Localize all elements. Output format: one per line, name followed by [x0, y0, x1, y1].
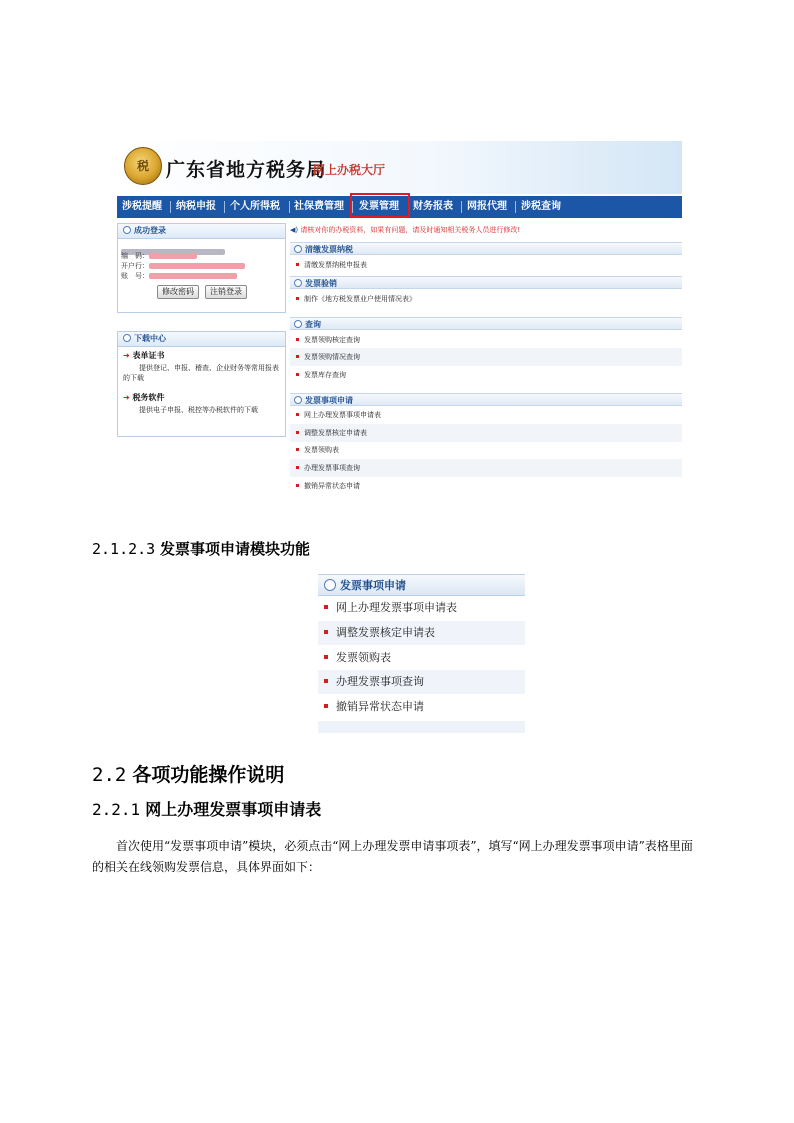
body-paragraph	[92, 836, 704, 878]
arrow-right-icon: ➜	[123, 393, 130, 402]
download-item-desc: 提供登记、申报、稽查、企业财务等常用报表的下载	[123, 364, 279, 382]
section-link-label: 网上办理发票事项申请表	[304, 411, 381, 419]
section-link[interactable]	[290, 406, 682, 424]
download-item-title: 税务软件	[132, 393, 165, 402]
section-link[interactable]	[290, 459, 682, 477]
heading-number: 2.1.2.3	[92, 540, 156, 558]
panel-link[interactable]	[318, 621, 525, 645]
circle-arrow-icon	[324, 579, 336, 591]
bullet-icon	[296, 297, 299, 300]
section-link[interactable]	[290, 331, 682, 349]
heading-text: 发票事项申请模块功能	[160, 540, 311, 558]
invoice-application-panel-screenshot	[318, 574, 525, 733]
section-heading-2-2	[92, 760, 284, 787]
download-item-software[interactable]	[123, 392, 165, 403]
login-label-bank: 开户行：	[121, 262, 149, 270]
panel-footer	[318, 721, 525, 733]
bullet-icon	[324, 630, 328, 634]
login-label-account: 账 号：	[121, 272, 149, 280]
notice-bar	[290, 224, 682, 236]
circle-arrow-icon	[294, 245, 302, 253]
bullet-icon	[296, 263, 299, 266]
nav-item-income-tax[interactable]: 个人所得税	[230, 201, 280, 212]
panel-link[interactable]	[318, 670, 525, 694]
portal-title: 广东省地方税务局	[166, 159, 327, 181]
section-heading-2-1-2-3	[92, 538, 310, 559]
panel-link-label: 撤销异常状态申请	[336, 700, 424, 713]
circle-arrow-icon	[294, 279, 302, 287]
section-header-invoice-verify	[290, 276, 682, 289]
section-header-invoice-application	[290, 393, 682, 406]
speaker-icon: ◀)	[290, 226, 301, 234]
tax-portal-screenshot	[117, 141, 682, 503]
heading-text: 网上办理发票事项申请表	[145, 800, 322, 819]
bullet-icon	[324, 605, 328, 609]
nav-item-financial-statements[interactable]: 财务报表	[413, 201, 453, 212]
section-link-label: 发票领购核定查询	[304, 336, 360, 344]
bullet-icon	[296, 431, 299, 434]
nav-separator	[515, 201, 516, 213]
section-link[interactable]	[290, 477, 682, 495]
download-center-panel	[117, 331, 286, 437]
notice-text: 请核对你的办税资料，如果有问题，请及时通知相关税务人员进行修改!	[300, 226, 521, 234]
bullet-icon	[296, 448, 299, 451]
login-row-account	[121, 271, 237, 281]
download-item-title: 表单证书	[132, 351, 165, 360]
section-link[interactable]	[290, 290, 682, 308]
download-item-forms[interactable]	[123, 350, 165, 361]
section-link-label: 调整发票核定申请表	[304, 429, 367, 437]
redacted-value	[149, 273, 237, 279]
heading-text: 各项功能操作说明	[132, 764, 285, 786]
section-link[interactable]	[290, 441, 682, 459]
section-link[interactable]	[290, 424, 682, 442]
redacted-value	[149, 263, 245, 269]
tax-emblem-logo	[124, 147, 162, 185]
change-password-button[interactable]: 修改密码	[157, 285, 199, 299]
nav-item-invoice-management[interactable]: 发票管理	[359, 201, 399, 212]
login-panel-header	[118, 224, 285, 239]
emblem-char: 税	[136, 159, 149, 173]
panel-link[interactable]	[318, 596, 525, 620]
portal-subtitle: 网上办税大厅	[313, 163, 386, 177]
highlight-box	[350, 193, 410, 218]
logout-button[interactable]: 注销登录	[205, 285, 247, 299]
heading-number: 2.2	[92, 764, 127, 786]
login-panel-title: 成功登录	[134, 226, 166, 235]
nav-item-tax-query[interactable]: 涉税查询	[521, 201, 561, 212]
section-link[interactable]	[290, 348, 682, 366]
panel-link-label: 网上办理发票事项申请表	[336, 601, 457, 614]
circle-arrow-icon	[294, 320, 302, 328]
nav-separator	[170, 201, 171, 213]
section-title: 查询	[305, 320, 321, 329]
section-link[interactable]	[290, 256, 682, 274]
paragraph-text: 首次使用“发票事项申请”模块，必须点击“网上办理发票申请事项表”，填写“网上办理发票事项申请”表格里面的相关在线领购发票信息，具体界面如下：	[92, 839, 693, 874]
bullet-icon	[296, 484, 299, 487]
panel-title: 发票事项申请	[340, 579, 406, 592]
nav-item-tax-filing[interactable]: 纳税申报	[176, 201, 216, 212]
bullet-icon	[296, 466, 299, 469]
section-header-invoice-tax	[290, 242, 682, 255]
download-panel-header	[118, 332, 285, 347]
bullet-icon	[296, 413, 299, 416]
section-link-label: 发票领购表	[304, 446, 339, 454]
login-panel	[117, 223, 286, 313]
arrow-right-icon: ➜	[123, 351, 130, 360]
bullet-icon	[324, 679, 328, 683]
section-header-query	[290, 317, 682, 330]
section-link-label: 发票领购情况查询	[304, 353, 360, 361]
section-title: 发票验销	[305, 279, 337, 288]
section-link-label: 制作《地方税发票业户使用情况表》	[304, 295, 416, 303]
nav-item-social-security[interactable]: 社保费管理	[294, 201, 344, 212]
panel-header	[318, 574, 525, 596]
panel-link[interactable]	[318, 695, 525, 719]
bullet-icon	[324, 655, 328, 659]
nav-item-tax-reminder[interactable]: 涉税提醒	[122, 201, 162, 212]
heading-number: 2.2.1	[92, 800, 141, 819]
nav-item-agent-filing[interactable]: 网报代理	[467, 201, 507, 212]
panel-link-label: 发票领购表	[336, 651, 391, 664]
section-link-label: 发票库存查询	[304, 371, 346, 379]
section-link-label: 办理发票事项查询	[304, 464, 360, 472]
panel-link-label: 办理发票事项查询	[336, 675, 424, 688]
download-panel-title: 下载中心	[134, 334, 166, 343]
login-row-code	[121, 251, 197, 261]
nav-separator	[461, 201, 462, 213]
section-title: 发票事项申请	[305, 396, 353, 405]
section-heading-2-2-1	[92, 797, 321, 820]
bullet-icon	[324, 704, 328, 708]
download-item-desc: 提供电子申报、税控等办税软件的下载	[139, 406, 258, 414]
portal-banner	[117, 141, 682, 194]
login-label-code: 编 码：	[121, 252, 149, 260]
bullet-icon	[296, 338, 299, 341]
section-title: 清缴发票纳税	[305, 245, 353, 254]
circle-arrow-icon	[294, 396, 302, 404]
panel-link[interactable]	[318, 646, 525, 670]
bullet-icon	[296, 355, 299, 358]
circle-arrow-icon	[123, 226, 131, 234]
section-link[interactable]	[290, 366, 682, 384]
section-link-label: 撤销异常状态申请	[304, 482, 360, 490]
panel-link-label: 调整发票核定申请表	[336, 626, 435, 639]
nav-separator	[289, 201, 290, 213]
circle-arrow-icon	[123, 334, 131, 342]
section-link-label: 清缴发票纳税申报表	[304, 261, 367, 269]
bullet-icon	[296, 373, 299, 376]
login-row-bank	[121, 261, 245, 271]
nav-separator	[224, 201, 225, 213]
redacted-value	[149, 253, 197, 259]
